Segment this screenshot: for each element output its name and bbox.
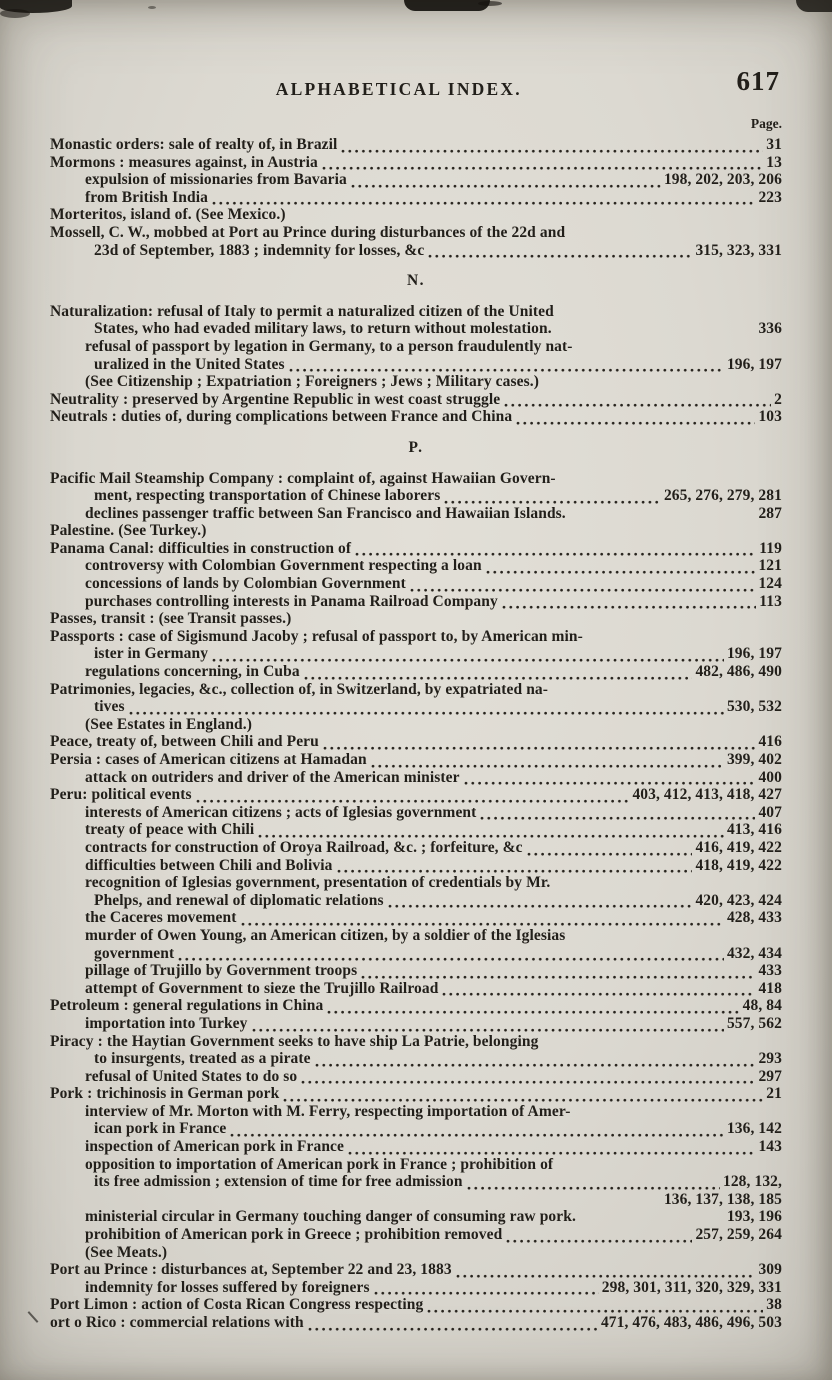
entry-text: ort o Rico : commercial relations with [50, 1314, 304, 1331]
entry-text: Naturalization: refusal of Italy to permit a naturalized citizen of the United [50, 302, 554, 320]
entry-text: refusal of United States to do so [85, 1067, 298, 1085]
entry-pages: 287 [758, 504, 782, 522]
entry-text: States, who had evaded military laws, to return without molestation. [94, 320, 552, 338]
entry-text: 23d of September, 1883 ; indemnity for losses, &c [94, 241, 425, 259]
index-entry-line [50, 1085, 782, 1103]
index-entry-line [50, 1226, 782, 1244]
dot-leader [479, 815, 755, 821]
index-entry-line [50, 927, 782, 945]
index-entry-line [50, 391, 782, 409]
dot-leader [555, 332, 756, 338]
entry-text: government [94, 944, 175, 962]
index-entry-line [50, 1033, 782, 1051]
index-entry-line [50, 733, 782, 751]
entry-text: ministerial circular in Germany touching danger of consuming raw pork. [85, 1208, 576, 1226]
entry-text: interview of Mr. Morton with M. Ferry, respecting importation of Amer- [85, 1102, 571, 1120]
index-entry-line [50, 997, 782, 1015]
dot-leader [387, 903, 693, 909]
entry-text: refusal of passport by legation in Germany, to a person fraudulently nat- [85, 337, 573, 355]
entry-text: Mormons : measures against, in Austria [50, 153, 318, 171]
entry-pages: 336 [758, 320, 782, 338]
entry-pages: 124 [758, 575, 782, 593]
index-entry-line [50, 751, 782, 769]
entry-text: Peace, treaty of, between Chili and Peru [50, 733, 319, 751]
dot-leader [255, 727, 779, 733]
dot-leader [326, 1009, 739, 1015]
entry-text: contracts for construction of Oroya Railroad, &c. ; forfeiture, &c [85, 838, 523, 856]
dot-leader [557, 314, 779, 320]
dot-leader [314, 1062, 756, 1068]
dot-leader [515, 420, 755, 426]
entry-pages: 113 [759, 592, 782, 610]
index-entry-line [50, 874, 782, 892]
entry-pages: 428, 433 [726, 909, 782, 927]
index-entry-line [50, 1156, 782, 1174]
scan-smudge-top-center [404, 0, 490, 11]
entry-text: (See Citizenship ; Expatriation ; Foreigners ; Jews ; Military cases.) [85, 373, 539, 391]
entry-text: pillage of Trujillo by Government troops [85, 962, 358, 980]
entry-pages: 416 [758, 733, 782, 751]
index-entry-line [50, 557, 782, 575]
index-entry-line [50, 1296, 782, 1314]
scan-smudge-top-left-2 [0, 9, 30, 18]
index-entry-line [50, 663, 782, 681]
entry-pages: 418 [758, 979, 782, 997]
index-entry-line [50, 320, 782, 338]
scan-pen-mark-bottom-left [28, 1311, 39, 1323]
index-entry-line [50, 1244, 782, 1262]
entry-text: murder of Owen Young, an American citizen, by a soldier of the Iglesias [85, 926, 566, 944]
entry-text: from British India [85, 188, 208, 206]
index-entry-line [50, 892, 782, 910]
entry-pages: 309 [758, 1261, 782, 1279]
dot-leader [322, 745, 756, 751]
scan-smudge-top-right [796, 0, 832, 12]
entry-text: treaty of peace with Chili [85, 821, 255, 839]
index-entry-line [50, 206, 782, 224]
entry-text: Passports : case of Sigismund Jacoby ; refusal of passport to, by American min- [50, 627, 583, 645]
entry-pages: 265, 276, 279, 281 [663, 487, 782, 505]
index-entry-line [50, 645, 782, 663]
entry-pages: 38 [766, 1296, 782, 1314]
entry-pages: 530, 532 [726, 698, 782, 716]
entry-text: attempt of Government to sieze the Trujillo Railroad [85, 979, 439, 997]
index-entry-line [50, 408, 782, 426]
entry-pages: 433 [758, 962, 782, 980]
index-entry-line [50, 1208, 782, 1226]
index-entry-line [50, 522, 782, 540]
entry-pages: 315, 323, 331 [695, 241, 782, 259]
entry-text: ican pork in France [94, 1120, 227, 1138]
entry-text: Peru: political events [50, 786, 192, 804]
entry-pages: 413, 416 [726, 821, 782, 839]
scan-smudge-top-left [0, 0, 72, 13]
entry-pages: 136, 142 [726, 1120, 782, 1138]
entry-text: purchases controlling interests in Panama Railroad Company [85, 592, 498, 610]
index-entry-line [50, 857, 782, 875]
entry-text: Piracy : the Haytian Government seeks to have ship La Patrie, belonging [50, 1032, 539, 1050]
entry-pages: 143 [758, 1138, 782, 1156]
index-entry-line [50, 1015, 782, 1033]
entry-pages: 482, 486, 490 [695, 663, 782, 681]
index-entry-line [50, 1068, 782, 1086]
entry-text: Neutrals : duties of, during complications between France and China [50, 408, 513, 426]
index-entry-line [50, 540, 782, 558]
entry-text: Port au Prince : disturbances at, September 22 and 23, 1883 [50, 1261, 452, 1279]
index-entry-line [50, 242, 782, 260]
entry-pages: 119 [759, 539, 782, 557]
index-entry-line [50, 1191, 782, 1209]
entry-pages: 403, 412, 413, 418, 427 [632, 786, 782, 804]
entry-text: Phelps, and renewal of diplomatic relations [94, 891, 384, 909]
dot-leader [300, 1079, 755, 1085]
dot-leader [503, 402, 771, 408]
scan-speck [148, 6, 156, 9]
entry-text: uralized in the United States [94, 355, 285, 373]
entry-text: Passes, transit : (see Transit passes.) [50, 610, 292, 628]
entry-pages: 31 [766, 136, 782, 153]
page-column-label: Page. [750, 116, 782, 131]
index-entry-line [50, 470, 782, 488]
dot-leader [340, 148, 763, 154]
masthead [50, 66, 782, 106]
dot-leader [211, 200, 755, 206]
entry-text: interests of American citizens ; acts of Iglesias government [85, 803, 477, 821]
index-entry-line [50, 698, 782, 716]
entry-pages: 196, 197 [726, 355, 782, 373]
entry-pages: 196, 197 [726, 645, 782, 663]
entry-pages: 136, 137, 138, 185 [663, 1190, 782, 1208]
index-entry-line [50, 136, 782, 154]
entry-text: regulations concerning, in Cuba [85, 663, 300, 681]
index-entry-line [50, 487, 782, 505]
index-entry-line [50, 224, 782, 242]
index-entry-line [50, 593, 782, 611]
index-entry-line [50, 962, 782, 980]
index-entry-line [50, 1050, 782, 1068]
entry-pages: 223 [758, 188, 782, 206]
index-entry-line [50, 945, 782, 963]
dot-leader [441, 991, 755, 997]
entry-text: inspection of American pork in France [85, 1138, 345, 1156]
entry-text: importation into Turkey [85, 1014, 248, 1032]
entry-pages: 471, 476, 483, 486, 496, 503 [600, 1314, 782, 1331]
entry-text: opposition to importation of American pork in France ; prohibition of [85, 1155, 554, 1173]
index-entry-line [50, 154, 782, 172]
entry-pages: 557, 562 [726, 1014, 782, 1032]
entry-text: recognition of Iglesias government, presentation of credentials by Mr. [85, 874, 551, 892]
index-entry-line [50, 681, 782, 699]
dot-leader [542, 385, 779, 391]
entry-text: difficulties between Chili and Bolivia [85, 856, 333, 874]
entry-text: Persia : cases of American citizens at Hamadan [50, 751, 367, 768]
index-entry-line [50, 786, 782, 804]
index-entry-line [50, 909, 782, 927]
index-entry-line [50, 338, 782, 356]
entry-pages: 2 [774, 390, 782, 408]
entry-text: indemnity for losses suffered by foreigners [85, 1278, 370, 1296]
page-title: ALPHABETICAL INDEX. [275, 79, 522, 99]
entry-text: Morteritos, island of. (See Mexico.) [50, 206, 286, 224]
entry-pages: 432, 434 [726, 944, 782, 962]
entry-pages: 257, 259, 264 [695, 1226, 782, 1244]
entry-pages: 121 [758, 557, 782, 575]
index-entry-line [50, 716, 782, 734]
index-entry-line [50, 1261, 782, 1279]
entry-pages: 128, 132, [722, 1173, 782, 1191]
entry-pages: 103 [758, 408, 782, 426]
index-entry-line [50, 575, 782, 593]
index-entry-line [50, 610, 782, 628]
entry-pages: 400 [758, 768, 782, 786]
dot-leader [526, 851, 693, 857]
entry-pages: 416, 419, 422 [695, 838, 782, 856]
entry-text: (See Estates in England.) [85, 715, 252, 733]
entry-pages: 420, 423, 424 [695, 891, 782, 909]
index-entry-line [50, 628, 782, 646]
entry-text: Panama Canal: difficulties in construction of [50, 539, 352, 557]
entry-text: expulsion of missionaries from Bavaria [85, 171, 347, 189]
page-content [50, 66, 782, 1332]
entry-text: Mossell, C. W., mobbed at Port au Prince during disturbances of the 22d and [50, 223, 566, 241]
entry-text: Pork : trichinosis in German pork [50, 1085, 280, 1103]
index-entry-line [50, 1314, 782, 1332]
entry-text: declines passenger traffic between San Francisco and Hawaiian Islands. [85, 504, 566, 522]
entry-text: attack on outriders and driver of the American minister [85, 768, 460, 786]
index-entry-line [50, 373, 782, 391]
entry-pages: 198, 202, 203, 206 [663, 171, 782, 189]
entry-text: Patrimonies, legacies, &c., collection of, in Switzerland, by expatriated na- [50, 680, 549, 698]
dot-leader [485, 569, 756, 575]
index-entry-line [50, 505, 782, 523]
index-entry-line [50, 356, 782, 374]
entry-text: concessions of lands by Colombian Government [85, 575, 406, 593]
index-entry-line [50, 839, 782, 857]
dot-leader [350, 183, 661, 189]
entry-text: the Caceres movement [85, 909, 237, 927]
dot-leader [427, 253, 692, 259]
entry-pages: 418, 419, 422 [695, 856, 782, 874]
scan-smudge-top-center-2 [478, 1, 502, 6]
index-entry-line [50, 1103, 782, 1121]
entry-text: Palestine. (See Turkey.) [50, 522, 207, 540]
index-entry-line [50, 821, 782, 839]
index-entry-line [50, 1279, 782, 1297]
entry-pages: 13 [766, 153, 782, 171]
entry-pages: 48, 84 [742, 997, 782, 1015]
index-entry-line [50, 804, 782, 822]
entry-pages: 298, 301, 311, 320, 329, 331 [601, 1278, 782, 1296]
entry-text: Monastic orders: sale of realty of, in Brazil [50, 136, 338, 153]
entry-pages: 293 [758, 1050, 782, 1068]
entry-text: Pacific Mail Steamship Company : complaint of, against Hawaiian Govern- [50, 469, 556, 487]
index-entry-line [50, 1173, 782, 1191]
entry-pages: 399, 402 [726, 751, 782, 768]
index-entry-line [50, 1120, 782, 1138]
entry-pages: 297 [758, 1067, 782, 1085]
entry-text: prohibition of American pork in Greece ; prohibition removed [85, 1226, 503, 1244]
dot-leader [541, 1044, 779, 1050]
entry-text: Neutrality : preserved by Argentine Republic in west coast struggle [50, 390, 501, 408]
entry-text: its free admission ; extension of time for free admission [94, 1173, 463, 1191]
index-entry-line [50, 303, 782, 321]
entry-text: ister in Germany [94, 645, 209, 663]
dot-leader [505, 1238, 692, 1244]
index-entry-line [50, 171, 782, 189]
index-body [50, 136, 782, 1332]
index-entry-line [50, 1138, 782, 1156]
section-heading: N. [406, 272, 426, 290]
dot-leader [307, 1326, 598, 1332]
entry-text: (See Meats.) [85, 1243, 168, 1261]
entry-text: to insurgents, treated as a pirate [94, 1050, 311, 1068]
index-entry-line [50, 980, 782, 998]
entry-text: controversy with Colombian Government respecting a loan [85, 557, 482, 575]
dot-leader [569, 516, 756, 522]
index-entry-line [50, 189, 782, 207]
entry-pages: 21 [766, 1085, 782, 1103]
entry-pages: 407 [758, 803, 782, 821]
section-heading: P. [408, 438, 424, 456]
dot-leader [501, 604, 756, 610]
index-entry-line [50, 769, 782, 787]
entry-pages: 193, 196 [726, 1208, 782, 1226]
folio-page-number: 617 [736, 66, 780, 96]
entry-text: tives [94, 698, 125, 716]
entry-text: ment, respecting transportation of Chinese laborers [94, 487, 441, 505]
entry-text: Port Limon : action of Costa Rican Congress respecting [50, 1296, 424, 1314]
entry-text: Petroleum : general regulations in China [50, 997, 324, 1015]
